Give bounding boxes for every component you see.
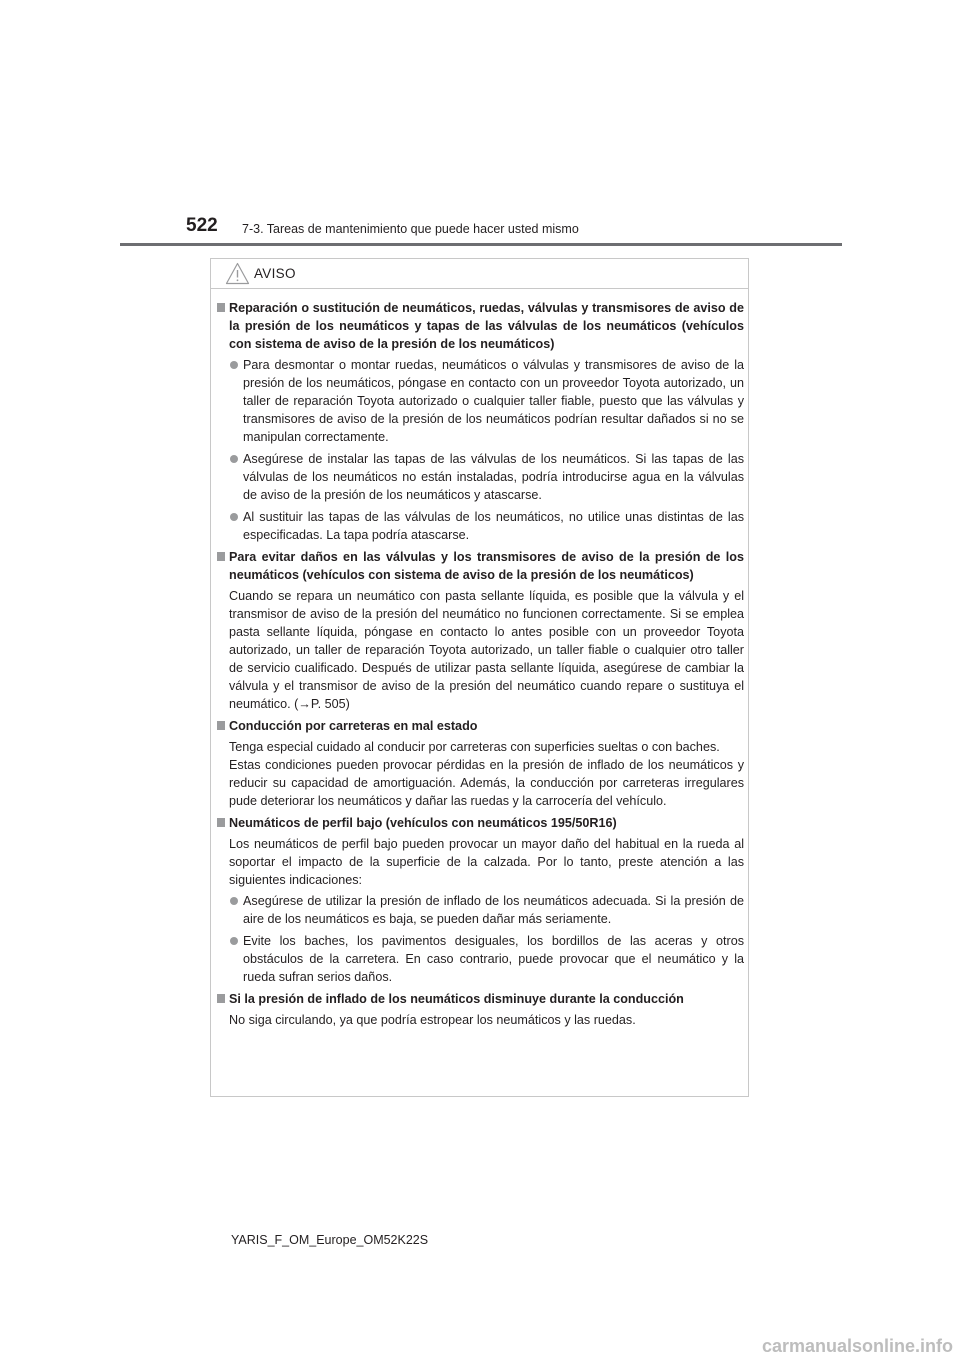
warning-item [217,990,744,1029]
square-bullet-icon [217,994,225,1003]
item-text: Cuando se repara un neumático con pasta sellante líquida, es posible que la válvula y el transmisor de aviso de la presión del neumático no funcionen correctamente. Si se emplea pasta sellante líquida, póngase en contacto lo antes posible con un proveedor Toyota autorizado, un taller de reparación Toyota autorizado, un taller fiable o cualquier otro taller de servicio cualificado. Después de utilizar pasta sellante líquida, asegúrese de cambiar la válvula y el transmisor de aviso de la presión del neumático cuando repare o sustituya el neumático. (→P. 505) [229,589,744,711]
section-title: 7-3. Tareas de mantenimiento que puede hacer usted mismo [242,222,579,236]
item-title: Para evitar daños en las válvulas y los transmisores de aviso de la presión de los neumáticos (vehículos con sistema de aviso de la presión de los neumáticos) [229,550,744,582]
warning-item [217,814,744,986]
item-title: Si la presión de inflado de los neumáticos disminuye durante la conducción [229,992,684,1006]
bullet-text: Evite los baches, los pavimentos desiguales, los bordillos de las aceras y otros obstáculos de la carretera. En caso contrario, puede provocar que el neumático y la rueda sufran serios daños. [243,934,744,984]
warning-triangle-icon [225,262,250,285]
circle-bullet-icon [230,513,238,521]
square-bullet-icon [217,552,225,561]
warning-header [211,259,748,289]
square-bullet-icon [217,818,225,827]
bullet-item [229,932,744,986]
document-id: YARIS_F_OM_Europe_OM52K22S [231,1233,429,1247]
warning-box [210,258,749,1097]
header-divider [120,243,842,246]
item-title: Neumáticos de perfil bajo (vehículos con neumáticos 195/50R16) [229,816,617,830]
circle-bullet-icon [230,361,238,369]
bullet-text: Asegúrese de instalar las tapas de las válvulas de los neumáticos. Si las tapas de las válvulas de los neumáticos no están instaladas, podría introducirse agua en la válvulas de aviso de la presión de los neumáticos y atascarse. [243,452,744,502]
item-text: No siga circulando, ya que podría estropear los neumáticos y las ruedas. [229,1013,636,1027]
circle-bullet-icon [230,897,238,905]
circle-bullet-icon [230,937,238,945]
page-header [120,213,842,247]
warning-item [217,299,744,544]
bullet-item [229,356,744,446]
warning-item [217,548,744,713]
watermark-text: carmanualsonline.info [762,1336,954,1356]
bullet-text: Para desmontar o montar ruedas, neumáticos o válvulas y transmisores de aviso de la presión de los neumáticos, póngase en contacto con un proveedor Toyota autorizado, un taller de reparación Toyota autorizado o cualquier taller fiable, puesto que las válvulas y transmisores de aviso de la presión de los neumáticos podrían resultar dañados si no se manipulan correctamente. [243,358,744,444]
item-title: Conducción por carreteras en mal estado [229,719,478,733]
square-bullet-icon [217,303,225,312]
item-title: Reparación o sustitución de neumáticos, ruedas, válvulas y transmisores de aviso de la presión de los neumáticos y tapas de las válvulas de los neumáticos (vehículos con sistema de aviso de la presión de los neumáticos) [229,301,744,351]
bullet-item [229,892,744,928]
item-text: Los neumáticos de perfil bajo pueden provocar un mayor daño del habitual en la rueda al soportar el impacto de la superficie de la calzada. Por lo tanto, preste atención a las siguientes indicaciones: [229,837,744,887]
bullet-item [229,450,744,504]
square-bullet-icon [217,721,225,730]
bullet-text: Asegúrese de utilizar la presión de inflado de los neumáticos adecuada. Si la presión de aire de los neumáticos es baja, se pueden dañar más seriamente. [243,894,744,926]
item-text: Tenga especial cuidado al conducir por carreteras con superficies sueltas o con baches. Estas condiciones pueden provocar pérdidas en la presión de inflado de los neumáticos y reducir su capacidad de amortiguación. Además, la conducción por carreteras irregulares pude deteriorar los neumáticos y dañar las ruedas y la carrocería del vehículo. [229,740,744,808]
page-number: 522 [186,215,218,236]
warning-label: AVISO [254,266,296,281]
bullet-item [229,508,744,544]
bullet-text: Al sustituir las tapas de las válvulas de los neumáticos, no utilice unas distintas de las especificadas. La tapa podría atascarse. [243,510,744,542]
circle-bullet-icon [230,455,238,463]
warning-content [217,299,744,1033]
warning-item [217,717,744,810]
